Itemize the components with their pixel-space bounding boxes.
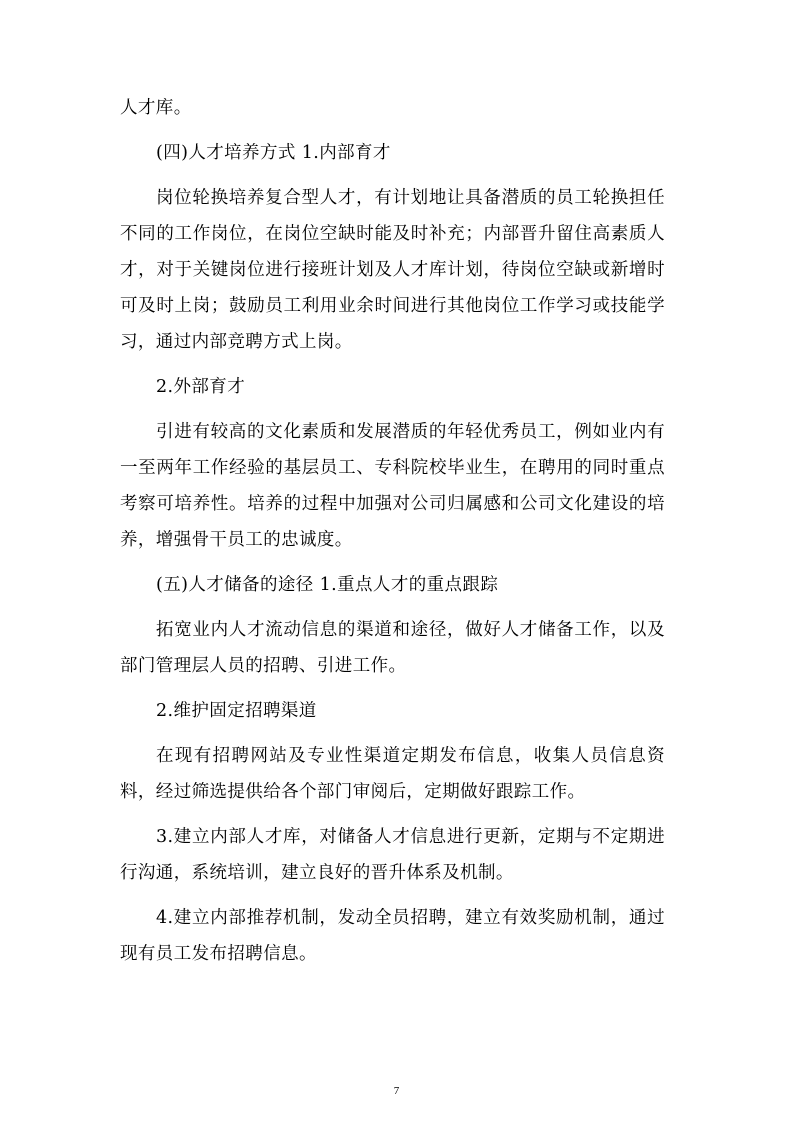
paragraph-internal-training: 岗位轮换培养复合型人才，有计划地让具备潜质的员工轮换担任不同的工作岗位，在岗位空缺时能及时补充；内部晋升留住高素质人才，对于关键岗位进行接班计划及人才库计划，待岗位空缺或新增时可及时上岗；鼓励员工利用业余时间进行其他岗位工作学习或技能学习，通过内部竞聘方式上岗。: [120, 188, 665, 352]
subheading-external-training: 2.外部育才: [156, 377, 246, 397]
paragraph-recruitment-channels: 在现有招聘网站及专业性渠道定期发布信息，收集人员信息资料，经过筛选提供给各个部门审阅后，定期做好跟踪工作。: [120, 746, 665, 802]
paragraph-referral-mechanism: 4.建立内部推荐机制，发动全员招聘，建立有效奖励机制，通过现有员工发布招聘信息。: [120, 908, 665, 964]
page-number: 7: [393, 1085, 400, 1097]
paragraph-internal-talent-pool: 3.建立内部人才库，对储备人才信息进行更新，定期与不定期进行沟通，系统培训，建立良好的晋升体系及机制。: [120, 827, 665, 883]
document-body: [120, 90, 665, 972]
paragraph-external-training: 引进有较高的文化素质和发展潜质的年轻优秀员工，例如业内有一至两年工作经验的基层员工、专科院校毕业生，在聘用的同时重点考察可培养性。培养的过程中加强对公司归属感和公司文化建设的培养，增强骨干员工的忠诚度。: [120, 422, 665, 550]
paragraph-1: 人才库。: [120, 98, 192, 118]
section-heading-talent-reserve: (五)人才储备的途径 1.重点人才的重点跟踪: [156, 575, 499, 595]
paragraph-talent-tracking: 拓宽业内人才流动信息的渠道和途径，做好人才储备工作，以及部门管理层人员的招聘、引进工作。: [120, 620, 665, 676]
section-heading-training-methods: (四)人才培养方式 1.内部育才: [156, 143, 391, 163]
subheading-recruitment-channels: 2.维护固定招聘渠道: [156, 701, 317, 721]
